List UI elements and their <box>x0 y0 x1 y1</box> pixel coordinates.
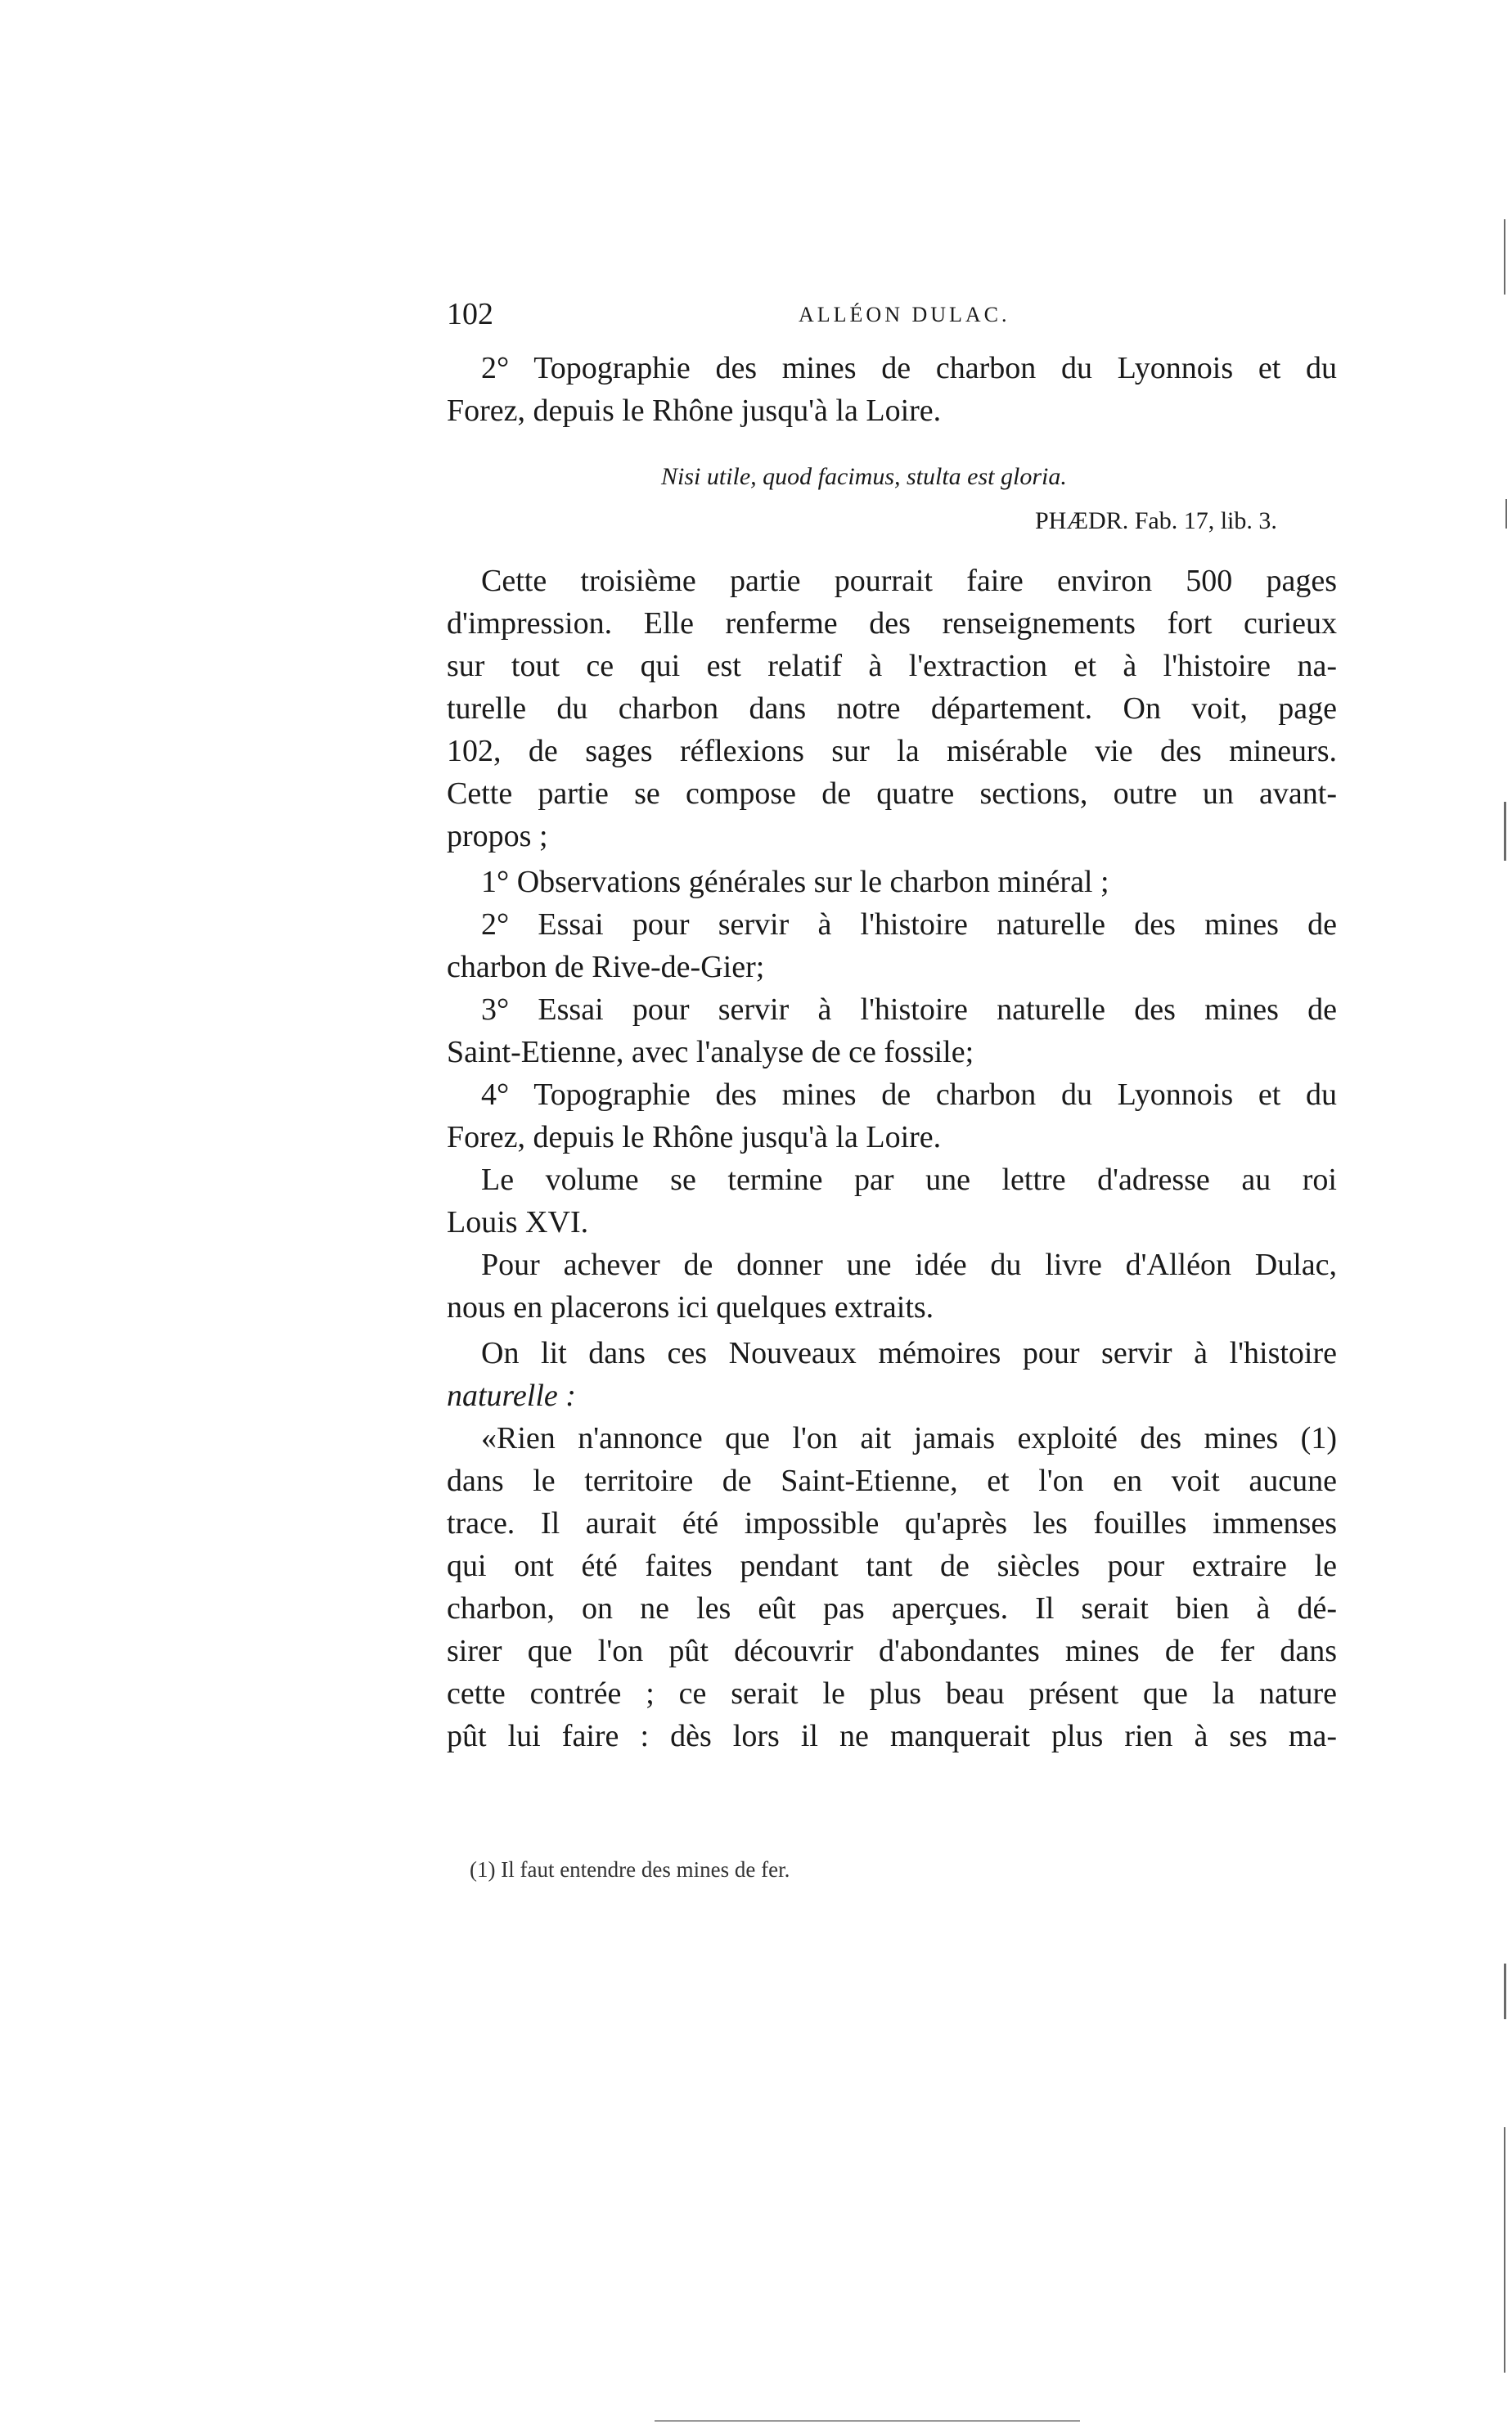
text-line: d'impression. Elle renferme des renseignements fort curieux <box>447 606 1337 641</box>
running-title: ALLÉON DULAC. <box>799 303 1010 326</box>
text-line: pût lui faire : dès lors il ne manquerait plus rien à ses ma- <box>447 1719 1337 1753</box>
text-line: propos ; <box>447 819 548 853</box>
text-line: On lit dans ces Nouveaux mémoires pour servir à l'histoire <box>481 1336 1337 1370</box>
scan-edge-mark <box>1504 1964 1506 2019</box>
scan-edge-mark <box>1504 2127 1505 2373</box>
text-line: 3° Essai pour servir à l'histoire naturelle des mines de <box>481 992 1337 1027</box>
text-line: 2° Topographie des mines de charbon du Lyonnois et du <box>481 351 1337 385</box>
footnote: (1) Il faut entendre des mines de fer. <box>470 1857 790 1882</box>
epigraph-attribution: PHÆDR. Fab. 17, lib. 3. <box>1035 507 1277 534</box>
text-line: Forez, depuis le Rhône jusqu'à la Loire. <box>447 394 942 428</box>
text-line: 1° Observations générales sur le charbon minéral ; <box>481 865 1109 899</box>
text-line: cette contrée ; ce serait le plus beau présent que la nature <box>447 1676 1337 1711</box>
text-line: Cette partie se compose de quatre sections, outre un avant- <box>447 776 1337 811</box>
scan-edge-mark <box>1505 499 1507 529</box>
text-line: Louis XVI. <box>447 1205 589 1239</box>
text-line: Pour achever de donner une idée du livre d'Alléon Dulac, <box>481 1248 1337 1282</box>
page-number: 102 <box>447 297 493 331</box>
scan-edge-mark <box>1504 802 1506 861</box>
text-line: turelle du charbon dans notre département. On voit, page <box>447 691 1337 726</box>
text-line: 4° Topographie des mines de charbon du Lyonnois et du <box>481 1078 1337 1112</box>
scan-bottom-rule <box>655 2420 1080 2422</box>
epigraph-quote: Nisi utile, quod facimus, stulta est gloria. <box>661 463 1067 490</box>
text-line: dans le territoire de Saint-Etienne, et l'on en voit aucune <box>447 1464 1337 1498</box>
text-line: Saint-Etienne, avec l'analyse de ce fossile; <box>447 1035 974 1069</box>
text-line: 102, de sages réflexions sur la misérable vie des mineurs. <box>447 734 1337 768</box>
text-line: Cette troisième partie pourrait faire environ 500 pages <box>481 564 1337 598</box>
text-line: sirer que l'on pût découvrir d'abondantes mines de fer dans <box>447 1634 1337 1668</box>
text-line: naturelle : <box>447 1379 576 1413</box>
text-line: Forez, depuis le Rhône jusqu'à la Loire. <box>447 1120 942 1154</box>
text-line: charbon de Rive-de-Gier; <box>447 950 765 984</box>
scan-edge-mark <box>1504 219 1505 295</box>
text-line: sur tout ce qui est relatif à l'extraction et à l'histoire na- <box>447 649 1337 683</box>
text-line: «Rien n'annonce que l'on ait jamais exploité des mines (1) <box>481 1421 1337 1455</box>
text-line: Le volume se termine par une lettre d'adresse au roi <box>481 1163 1337 1197</box>
text-line: nous en placerons ici quelques extraits. <box>447 1290 934 1325</box>
text-line: trace. Il aurait été impossible qu'après les fouilles immenses <box>447 1506 1337 1541</box>
running-head <box>447 296 1363 337</box>
text-line: 2° Essai pour servir à l'histoire naturelle des mines de <box>481 907 1337 942</box>
text-line: qui ont été faites pendant tant de siècles pour extraire le <box>447 1549 1337 1583</box>
text-line: charbon, on ne les eût pas aperçues. Il serait bien à dé- <box>447 1591 1337 1626</box>
